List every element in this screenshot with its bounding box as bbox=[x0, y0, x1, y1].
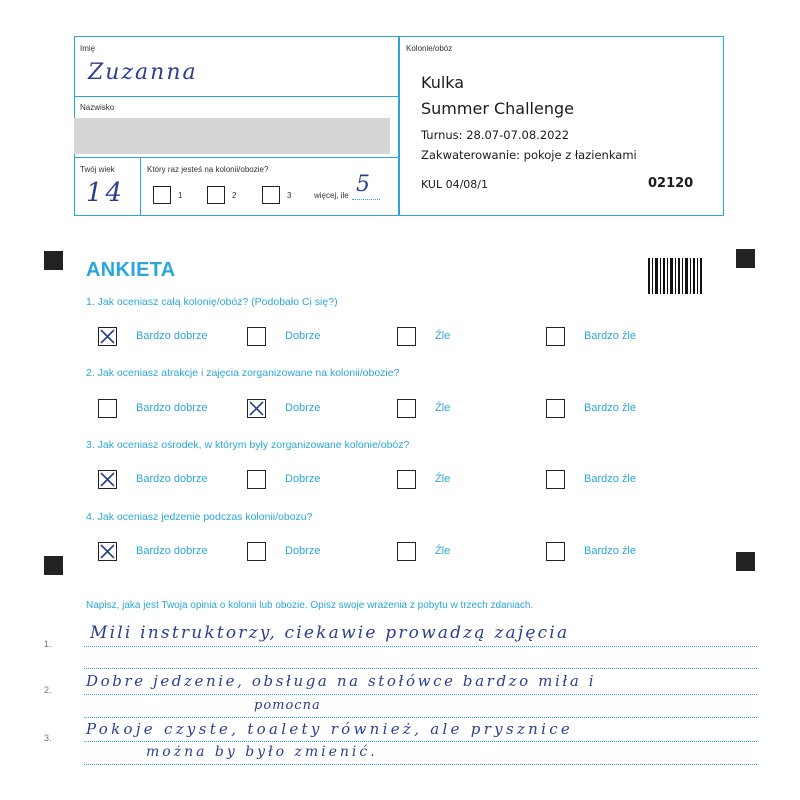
option-label: Dobrze bbox=[285, 402, 321, 414]
more-label: więcej, ile bbox=[314, 191, 349, 200]
check-x-icon bbox=[99, 471, 116, 488]
option-label: Dobrze bbox=[285, 330, 321, 342]
camp-label: Kolonie/obóz bbox=[406, 44, 453, 53]
opinion-line-2-continued[interactable]: pomocna bbox=[254, 698, 321, 713]
question-3-option-good[interactable] bbox=[247, 470, 377, 490]
option-label: Bardzo dobrze bbox=[136, 473, 208, 485]
times-option-1-label: 1 bbox=[178, 191, 183, 200]
question-2-option-very-good[interactable] bbox=[98, 399, 228, 419]
writing-line bbox=[84, 646, 757, 647]
barcode bbox=[648, 258, 702, 294]
question-3-option-very-bad[interactable] bbox=[546, 470, 676, 490]
checkbox[interactable] bbox=[397, 542, 416, 561]
divider-name bbox=[75, 96, 398, 97]
check-x-icon bbox=[248, 400, 265, 417]
survey-title: ANKIETA bbox=[86, 259, 176, 281]
checkbox[interactable] bbox=[247, 470, 266, 489]
question-2-text: 2. Jak oceniasz atrakcje i zajęcia zorganizowane na kolonii/obozie? bbox=[86, 367, 400, 379]
registration-marker-top-right bbox=[736, 249, 755, 268]
question-2-option-good[interactable] bbox=[247, 399, 377, 419]
registration-marker-bottom-right bbox=[736, 552, 755, 571]
opinion-prompt: Napisz, jaka jest Twoja opinia o kolonii lub obozie. Opisz swoje wrażenia z pobytu w trzech zdaniach. bbox=[86, 600, 534, 611]
checkbox[interactable] bbox=[98, 399, 117, 418]
option-label: Źle bbox=[435, 545, 451, 557]
line-number-3: 3. bbox=[44, 733, 52, 743]
question-1-option-good[interactable] bbox=[247, 327, 377, 347]
question-2-option-very-bad[interactable] bbox=[546, 399, 676, 419]
option-label: Dobrze bbox=[285, 545, 321, 557]
option-label: Bardzo dobrze bbox=[136, 402, 208, 414]
checkbox[interactable] bbox=[98, 327, 117, 346]
question-4-option-bad[interactable] bbox=[397, 542, 527, 562]
name-value[interactable]: Zuzanna bbox=[88, 60, 198, 85]
option-label: Bardzo dobrze bbox=[136, 545, 208, 557]
question-3-text: 3. Jak oceniasz ośrodek, w którym były zorganizowane kolonie/obóz? bbox=[86, 439, 410, 451]
question-2-option-bad[interactable] bbox=[397, 399, 527, 419]
opinion-line-2[interactable]: Dobre jedzenie, obsługa na stołówce bardzo miła i bbox=[86, 672, 597, 690]
question-4-option-very-good[interactable] bbox=[98, 542, 228, 562]
question-1-text: 1. Jak oceniasz całą kolonię/obóz? (Podobało Ci się?) bbox=[86, 296, 338, 308]
check-x-icon bbox=[99, 543, 116, 560]
opinion-line-3[interactable]: Pokoje czyste, toalety również, ale prysznice bbox=[86, 720, 574, 738]
writing-line bbox=[84, 764, 757, 765]
option-label: Bardzo źle bbox=[584, 330, 636, 342]
times-label: Który raz jesteś na kolonii/obozie? bbox=[147, 165, 269, 174]
times-option-2-label: 2 bbox=[232, 191, 237, 200]
checkbox[interactable] bbox=[98, 542, 117, 561]
checkbox[interactable] bbox=[247, 399, 266, 418]
question-4-option-very-bad[interactable] bbox=[546, 542, 676, 562]
option-label: Źle bbox=[435, 402, 451, 414]
check-x-icon bbox=[99, 328, 116, 345]
question-1-option-very-bad[interactable] bbox=[546, 327, 676, 347]
writing-line bbox=[84, 668, 757, 669]
name-label: Imię bbox=[80, 44, 96, 53]
registration-marker-top-left bbox=[44, 251, 63, 270]
checkbox[interactable] bbox=[397, 399, 416, 418]
checkbox[interactable] bbox=[247, 327, 266, 346]
more-dotted-line bbox=[352, 199, 380, 200]
opinion-line-3-continued[interactable]: można by było zmienić. bbox=[146, 744, 378, 760]
checkbox[interactable] bbox=[546, 399, 565, 418]
option-label: Źle bbox=[435, 330, 451, 342]
surname-redaction bbox=[74, 118, 390, 154]
writing-line bbox=[84, 694, 757, 695]
line-number-1: 1. bbox=[44, 639, 52, 649]
option-label: Bardzo źle bbox=[584, 473, 636, 485]
checkbox[interactable] bbox=[546, 327, 565, 346]
checkbox[interactable] bbox=[546, 542, 565, 561]
option-label: Źle bbox=[435, 473, 451, 485]
age-value[interactable]: 14 bbox=[86, 178, 126, 208]
question-4-text: 4. Jak oceniasz jedzenie podczas kolonii/obozu? bbox=[86, 511, 313, 523]
times-option-3-label: 3 bbox=[287, 191, 292, 200]
accommodation: Zakwaterowanie: pokoje z łazienkami bbox=[421, 148, 637, 162]
writing-line bbox=[84, 741, 757, 742]
checkbox[interactable] bbox=[397, 470, 416, 489]
question-3-option-very-good[interactable] bbox=[98, 470, 228, 490]
option-label: Bardzo źle bbox=[584, 402, 636, 414]
registration-marker-bottom-left bbox=[44, 556, 63, 575]
camp-code: KUL 04/08/1 bbox=[421, 178, 488, 191]
age-label: Twój wiek bbox=[80, 165, 115, 174]
times-option-1-checkbox[interactable] bbox=[153, 186, 171, 204]
times-option-3-checkbox[interactable] bbox=[262, 186, 280, 204]
question-1-option-very-good[interactable] bbox=[98, 327, 228, 347]
divider-age bbox=[140, 157, 141, 215]
barcode-graphic bbox=[648, 258, 702, 294]
camp-title: Summer Challenge bbox=[421, 99, 574, 118]
option-label: Bardzo źle bbox=[584, 545, 636, 557]
checkbox[interactable] bbox=[98, 470, 117, 489]
question-1-option-bad[interactable] bbox=[397, 327, 527, 347]
camp-name: Kulka bbox=[421, 73, 465, 92]
opinion-line-1[interactable]: Mili instruktorzy, ciekawie prowadzą zajęcia bbox=[90, 623, 570, 643]
line-number-2: 2. bbox=[44, 685, 52, 695]
form-number: 02120 bbox=[648, 176, 694, 191]
more-value[interactable]: 5 bbox=[356, 172, 370, 197]
question-3-option-bad[interactable] bbox=[397, 470, 527, 490]
turnus-dates: Turnus: 28.07-07.08.2022 bbox=[421, 128, 570, 142]
divider-surname bbox=[75, 157, 398, 158]
checkbox[interactable] bbox=[397, 327, 416, 346]
question-4-option-good[interactable] bbox=[247, 542, 377, 562]
option-label: Bardzo dobrze bbox=[136, 330, 208, 342]
times-option-2-checkbox[interactable] bbox=[207, 186, 225, 204]
checkbox[interactable] bbox=[247, 542, 266, 561]
writing-line bbox=[84, 717, 757, 718]
checkbox[interactable] bbox=[546, 470, 565, 489]
option-label: Dobrze bbox=[285, 473, 321, 485]
surname-label: Nazwisko bbox=[80, 103, 115, 112]
